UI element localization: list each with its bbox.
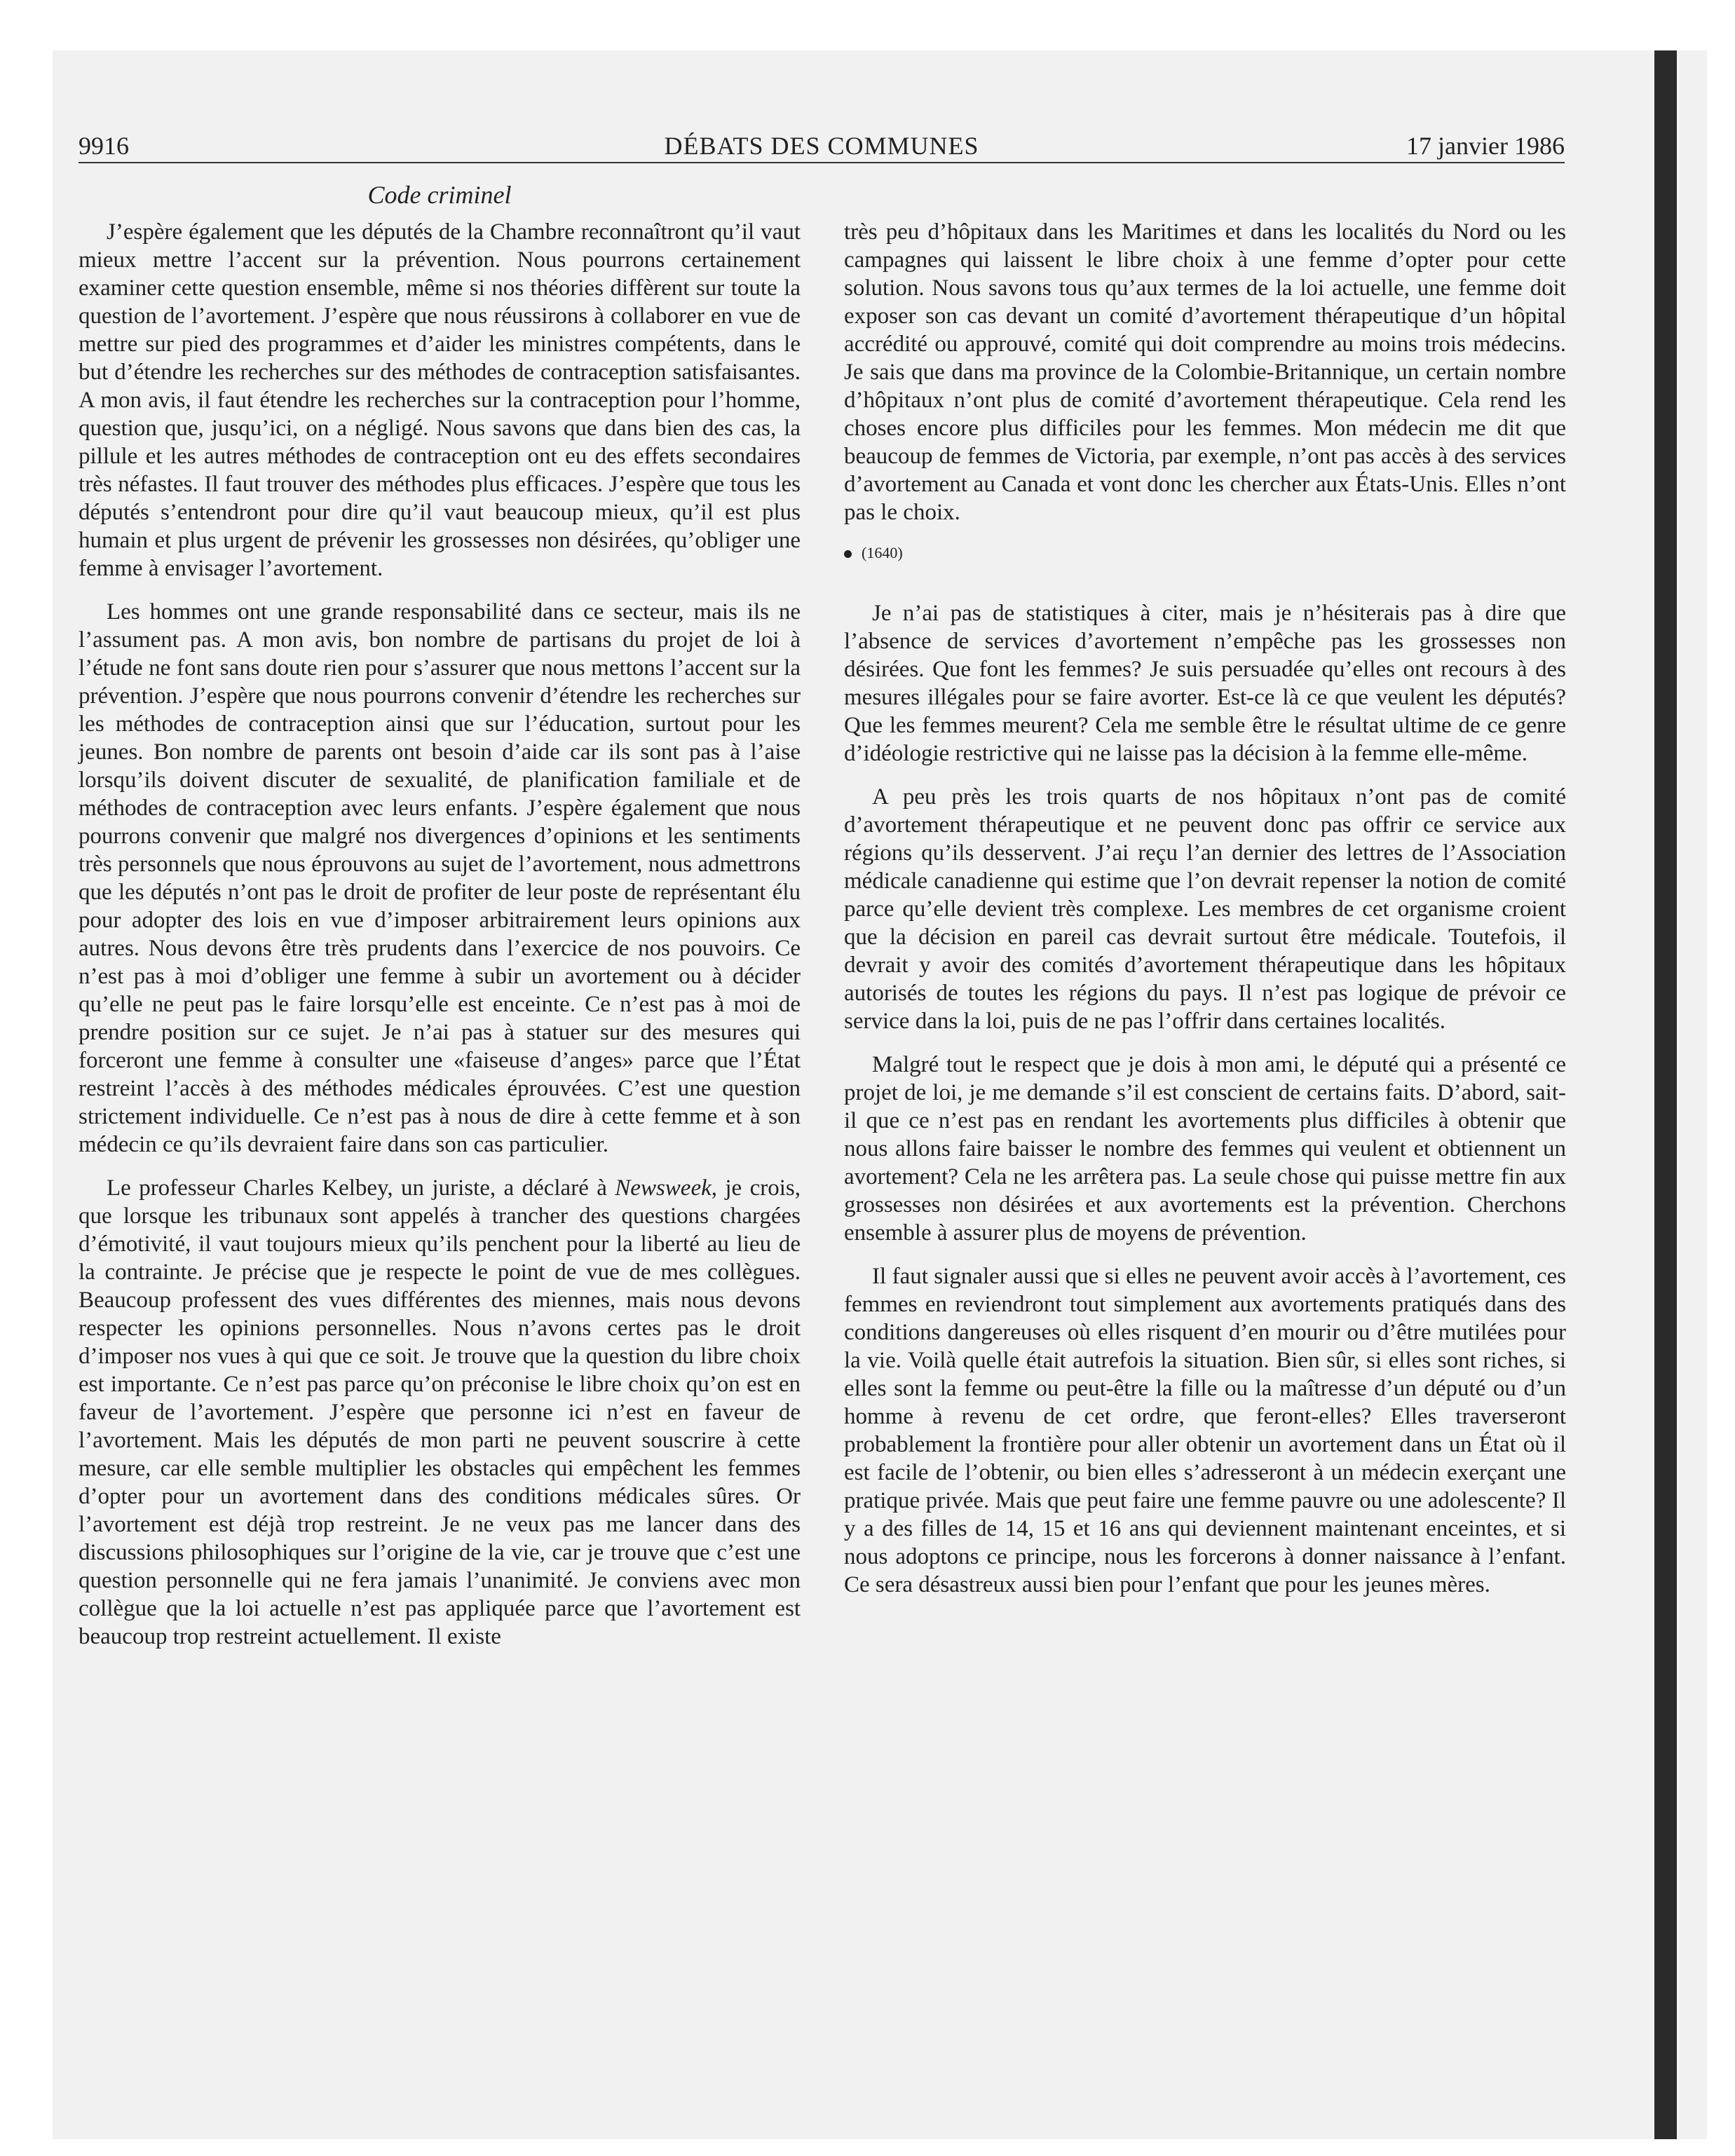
section-title: Code criminel — [367, 181, 512, 209]
left-paragraph-1: J’espère également que les députés de la Chambre reconnaîtront qu’il vaut mieux mettre l’accent sur la prévention. Nous pourrons certainement examiner cette question ensemble, même si nos théories diffèrent sur toute la question de l’avortement. J’espère que nous réussirons à collaborer en vue de mettre sur pied des programmes et d’aider les ministres compétents, dans le but d’étendre les recherches sur des méthodes de contraception satisfaisantes. A mon avis, il faut étendre les recherches sur la contraception pour l’homme, question que, jusqu’ici, on a négligé. Nous savons que dans bien des cas, la pillule et les autres méthodes de contraception ont eu des effets secondaires très néfastes. Il faut trouver des méthodes plus efficaces. J’espère que tous les députés s’entendront pour dire qu’il vaut beaucoup mieux, qu’il est plus humain et plus urgent de prévenir les grossesses non désirées, qu’obliger une femme à envisager l’avortement. — [79, 219, 801, 581]
left-column — [79, 218, 801, 1666]
session-date: 17 janvier 1986 — [1406, 132, 1565, 160]
publication-title: DÉBATS DES COMMUNES — [664, 132, 979, 160]
left-paragraph-3 — [79, 1174, 801, 1651]
right-paragraph-4: Il faut signaler aussi que si elles ne peuvent avoir accès à l’avortement, ces femmes en reviendront tout simplement aux avortements pratiqués dans des conditions dangereuses où elles risquent d’en mourir ou d’être mutilées pour la vie. Voilà quelle était autrefois la situation. Bien sûr, si elles sont riches, si elles sont la femme ou peut-être la fille ou la maîtresse d’un député ou d’un homme à revenu de cet ordre, que feront-elles? Elles traverseront probablement la frontière pour aller obtenir un avortement dans un État où il est facile de l’obtenir, ou bien elles s’adresseront à un médecin exerçant une pratique privée. Mais que peut faire une femme pauvre ou une adolescente? Il y a des filles de 14, 15 et 16 ans qui deviennent maintenant enceintes, et si nous adoptons ce principe, nous les forcerons à donner naissance à l’enfant. Ce sera désastreux aussi bien pour l’enfant que pour les jeunes mères. — [844, 1264, 1566, 1597]
page-content — [79, 130, 1566, 1649]
scan-edge-bar — [1654, 50, 1677, 2139]
bullet-icon — [844, 550, 852, 558]
page-number: 9916 — [79, 132, 129, 160]
left-paragraph-3-end: , je crois, que lorsque les tribunaux sont appelés à trancher des questions chargées d’émotivité, il vaut toujours mieux qu’ils penchent pour la liberté au lieu de la contrainte. Je précise que je respecte le point de vue de mes collègues. Beaucoup professent des vues différentes des miennes, mais nous devons respecter les opinions personnelles. Nous n’avons certes pas le droit d’imposer nos vues à qui que ce soit. Je trouve que la question du libre choix est importante. Ce n’est pas parce qu’on préconise le libre choix qu’on est en faveur de l’avortement. J’espère que personne ici n’est en faveur de l’avortement. Mais les députés de mon parti ne peuvent souscrire à cette mesure, car elle semble multiplier les obstacles qui empêchent les femmes d’opter pour un avortement dans des conditions médicales sûres. Or l’avortement est déjà trop restreint. Je ne veux pas me lancer dans des discussions philosophiques sur l’origine de la vie, car je trouve que c’est une question personnelle qui ne fera jamais l’unanimité. Je conviens avec mon collègue que la loi actuelle n’est pas appliquée parce que l’avortement est beaucoup trop restreint actuellement. Il existe — [79, 1175, 801, 1649]
left-paragraph-2: Les hommes ont une grande responsabilité dans ce secteur, mais ils ne l’assument pas. A mon avis, bon nombre de partisans du projet de loi à l’étude ne font sans doute rien pour s’assurer que nous mettons l’accent sur la prévention. J’espère que nous pourrons convenir d’étendre les recherches sur les méthodes de contraception ainsi que sur l’éducation, surtout pour les jeunes. Bon nombre de parents ont besoin d’aide car ils sont pas à l’aise lorsqu’ils doivent discuter de sexualité, de planification familiale et de méthodes de contraception avec leurs enfants. J’espère également que nous pourrons convenir que malgré nos divergences d’opinions et les sentiments très personnels que nous éprouvons au sujet de l’avortement, nous admettrons que les députés n’ont pas le droit de profiter de leur poste de représentant élu pour adopter des lois en vue d’imposer arbitrairement leurs opinions aux autres. Nous devons être très prudents dans l’exercice de nos pouvoirs. Ce n’est pas à moi d’obliger une femme à subir un avortement ou à décider qu’elle ne peut pas le faire lorsqu’elle est enceinte. Ce n’est pas à moi de prendre position sur ce sujet. Je n’ai pas à statuer sur des mesures qui forceront une femme à consulter une «faiseuse d’anges» parce que l’État restreint l’accès à des méthodes médicales éprouvées. C’est une question strictement individuelle. Ce n’est pas à nous de dire à cette femme et à son médecin ce qu’ils devraient faire dans son cas particulier. — [79, 599, 801, 1157]
right-paragraph-2: A peu près les trois quarts de nos hôpitaux n’ont pas de comité d’avortement thérapeutique et ne peuvent donc pas offrir ce service aux régions qu’ils desservent. J’ai reçu l’an dernier des lettres de l’Association médicale canadienne qui estime que l’on devrait repenser la notion de comité parce qu’elle devient très complexe. Les membres de cet organisme croient que la décision en pareil cas devrait surtout être médicale. Toutefois, il devrait y avoir des comités d’avortement thérapeutique dans les hôpitaux autorisés de toutes les régions du pays. Il n’est pas logique de prévoir ce service dans la loi, puis de ne pas l’offrir dans certaines localités. — [844, 784, 1566, 1034]
right-paragraph-continued: très peu d’hôpitaux dans les Maritimes et dans les localités du Nord ou les campagnes qui laissent le libre choix à une femme d’opter pour cette solution. Nous savons tous qu’aux termes de la loi actuelle, une femme doit exposer son cas devant un comité d’avortement thérapeutique d’un hôpital accrédité ou approuvé, comité qui doit comprendre au moins trois médecins. Je sais que dans ma province de la Colombie-Britannique, un certain nombre d’hôpitaux n’ont plus de comité d’avortement thérapeutique. Cela rend les choses encore plus difficiles pour les femmes. Mon médecin me dit que beaucoup de femmes de Victoria, par exemple, n’ont pas accès à des services d’avortement au Canada et vont donc les chercher aux États-Unis. Elles n’ont pas le choix. — [844, 219, 1566, 525]
right-paragraph-3: Malgré tout le respect que je dois à mon ami, le député qui a présenté ce projet de loi, je me demande s’il est conscient de certains faits. D’abord, sait-il que ce n’est pas en rendant les avortements plus difficiles à obtenir que nous allons faire baisser le nombre des femmes qui veulent et obtiennent un avortement? Cela ne les arrêtera pas. La seule chose qui puisse mettre fin aux grossesses non désirées et aux avortements est la prévention. Cherchons ensemble à assurer plus de moyens de prévention. — [844, 1052, 1566, 1246]
timestamp-text: (1640) — [862, 544, 903, 561]
page-header — [79, 130, 1565, 163]
left-paragraph-3-start: Le professeur Charles Kelbey, un juriste, a déclaré à — [107, 1175, 615, 1201]
magazine-name: Newsweek — [615, 1175, 712, 1201]
right-column — [844, 218, 1566, 1614]
right-paragraph-1: Je n’ai pas de statistiques à citer, mais je n’hésiterais pas à dire que l’absence de services d’avortement n’empêche pas les grossesses non désirées. Que font les femmes? Je suis persuadée qu’elles ont recours à des mesures illégales pour se faire avorter. Est-ce là ce que veulent les députés? Que les femmes meurent? Cela me semble être le résultat ultime de ce genre d’idéologie restrictive qui ne laisse pas la décision à la femme elle-même. — [844, 601, 1566, 766]
timestamp-marker — [844, 543, 1566, 563]
